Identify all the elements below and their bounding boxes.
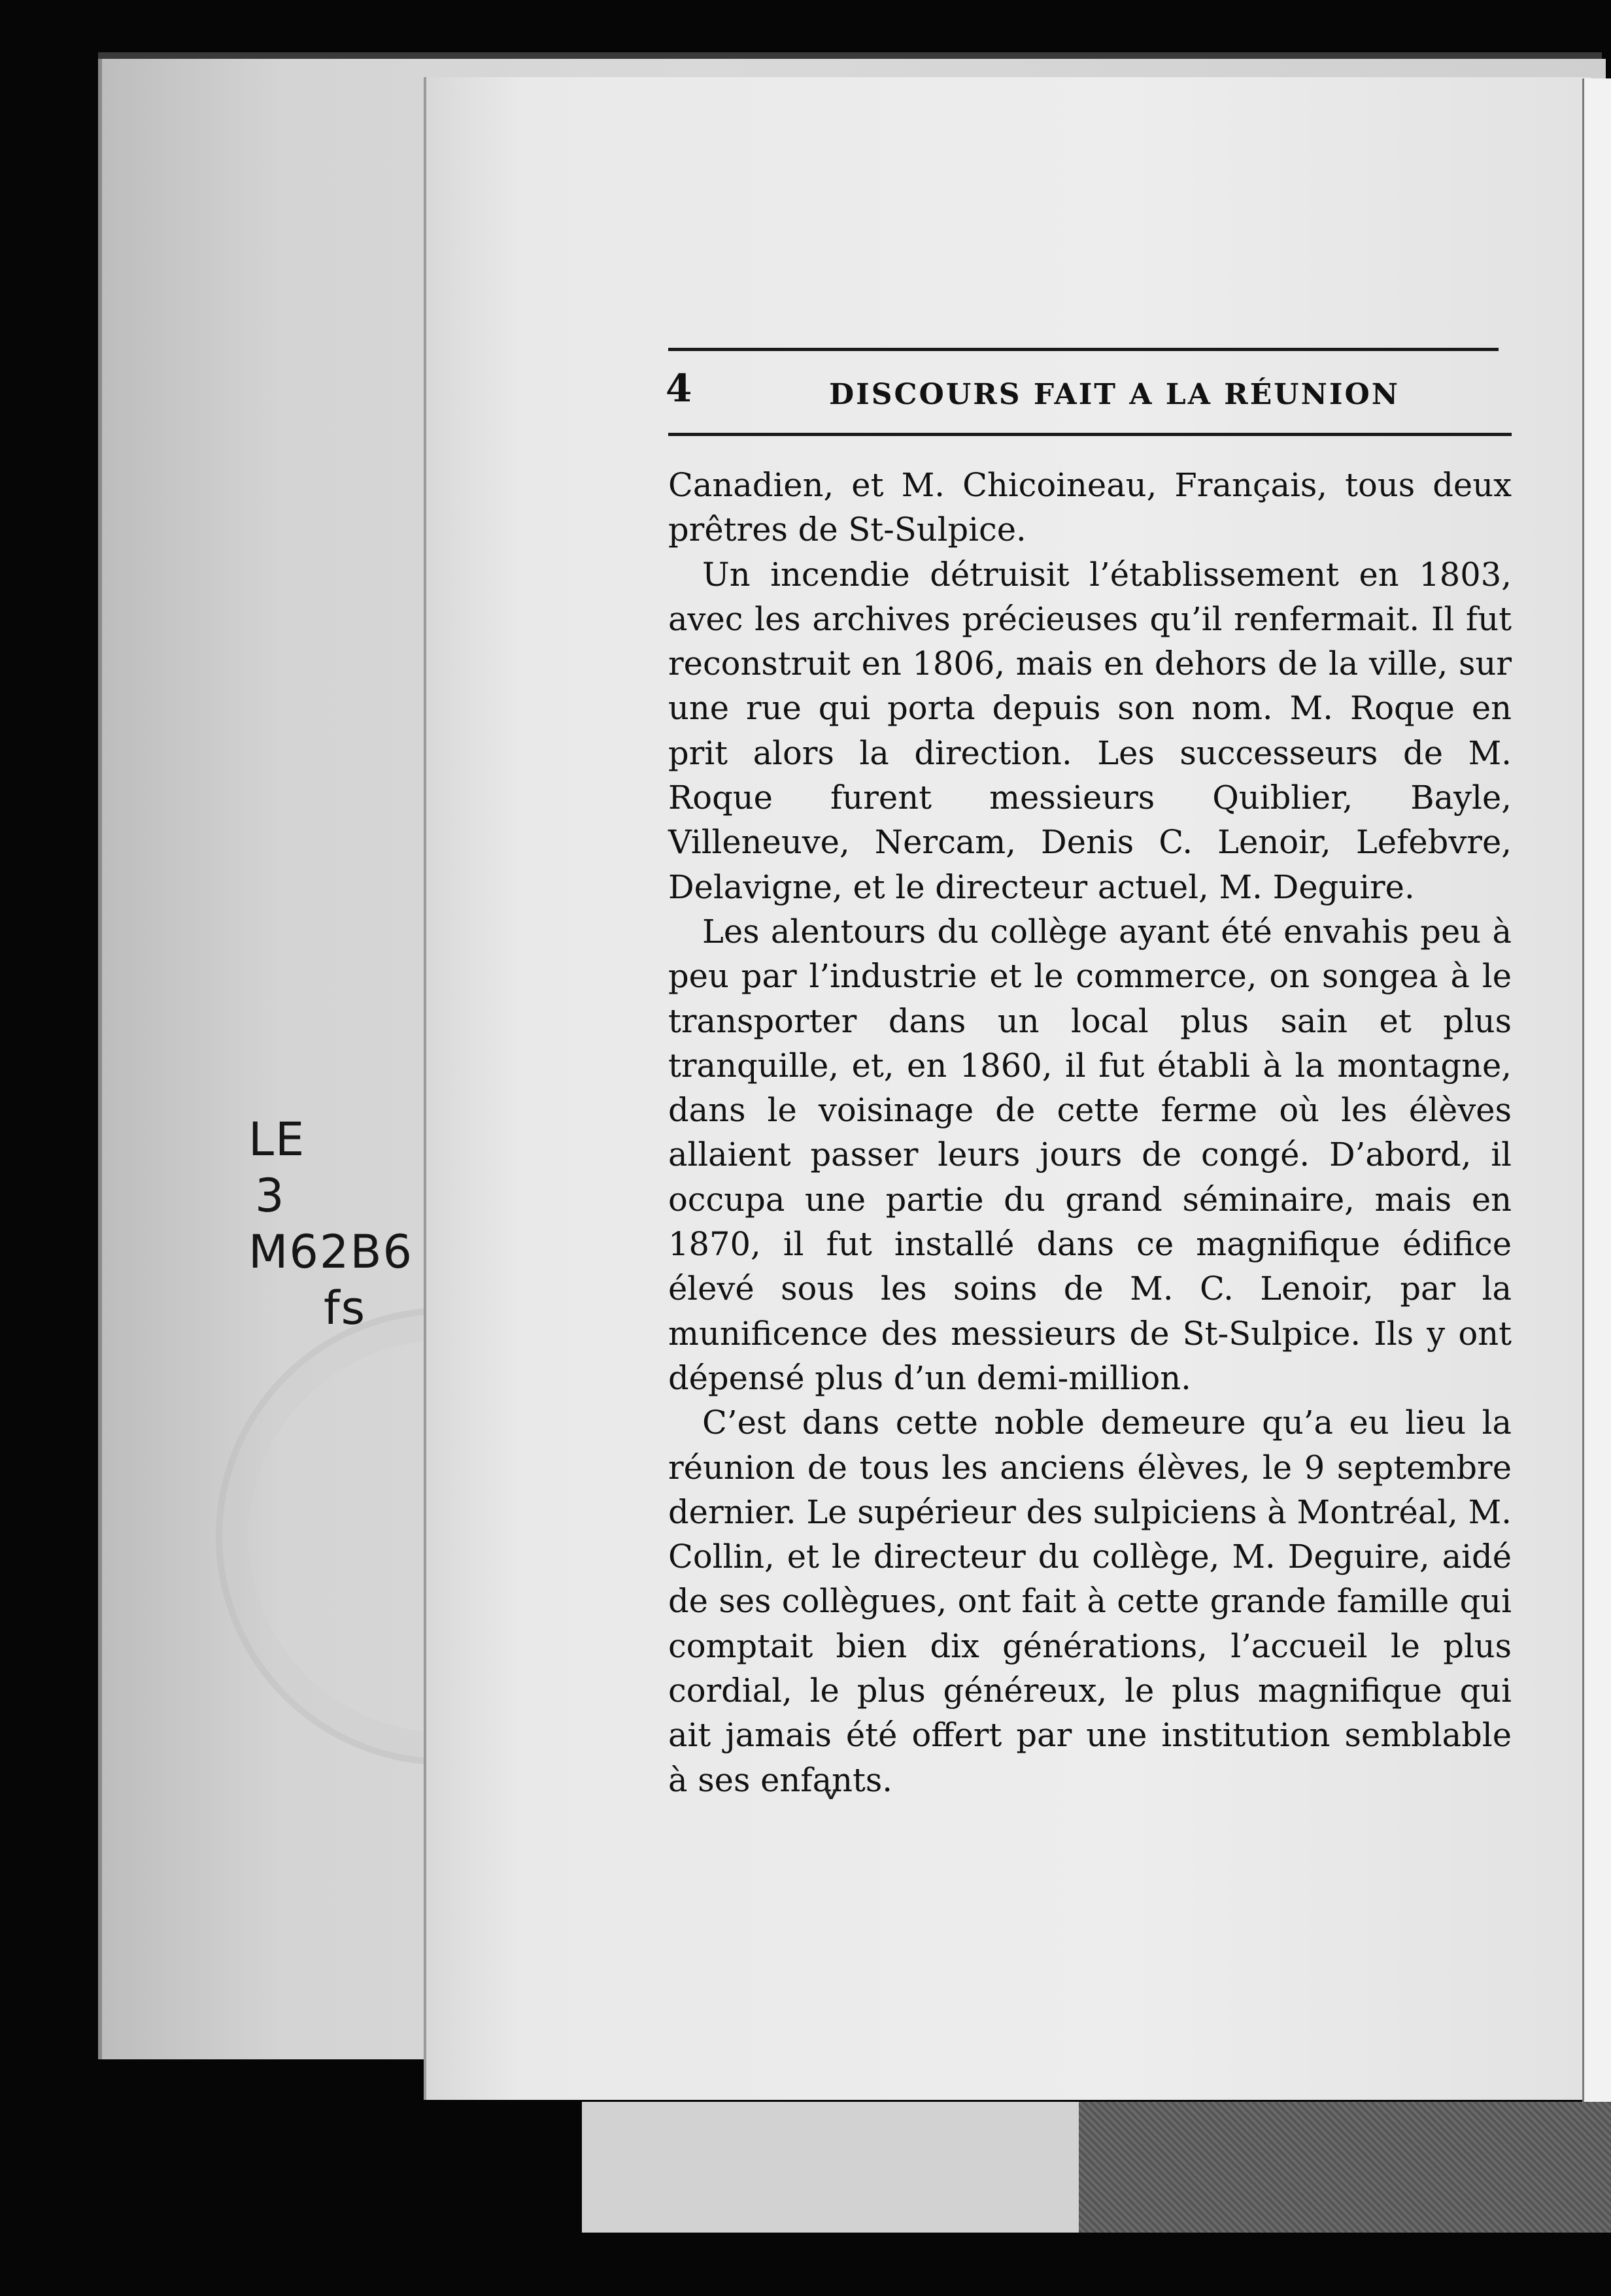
body-text	[668, 463, 1512, 1802]
right-page-edge	[1582, 78, 1611, 2138]
paragraph: Canadien, et M. Chicoineau, Français, tous deux prêtres de St-Sulpice.	[668, 466, 1512, 549]
header-rule-bottom	[668, 433, 1512, 436]
running-head: DISCOURS FAIT A LA RÉUNION	[829, 378, 1400, 411]
paragraph: Un incendie détruisit l’établissement en 1803, avec les archives précieuses qu’il renfermait. Il fut reconstruit en 1806, mais en dehors de la ville, sur une rue qui porta depuis son nom. M. Roque en prit alors la direction. Les successeurs de M. Roque furent messieurs Quiblier, Bayle, Villeneuve, Nercam, Denis C. Lenoir, Lefebvre, Delavigne, et le directeur actuel, M. Deguire.	[668, 555, 1512, 906]
pencil-mark-icon: ˅	[821, 1785, 841, 1833]
marginalia-line: fs	[324, 1281, 367, 1335]
bottom-fabric-strip	[1079, 2102, 1611, 2233]
paragraph: C’est dans cette noble demeure qu’a eu lieu la réunion de tous les anciens élèves, le 9 septembre dernier. Le supérieur des sulpiciens à Montréal, M. Collin, et le directeur du collège, M. Deguire, aidé de ses collègues, ont fait à cette grande famille qui comptait bien dix générations, l’accueil le plus cordial, le plus généreux, le plus magnifique qui ait jamais été offert par une institution semblable à ses enfants.	[668, 1404, 1512, 1799]
page-number: 4	[666, 366, 692, 411]
header-rule-top	[668, 348, 1499, 351]
marginalia-line: LE	[248, 1113, 306, 1166]
paragraph: Les alentours du collège ayant été envahis peu à peu par l’industrie et le commerce, on songea à le transporter dans un local plus sain et plus tranquille, et, en 1860, il fut établi à la montagne, dans le voisinage de cette ferme où les élèves allaient passer leurs jours de congé. D’abord, il occupa une partie du grand séminaire, mais en 1870, il fut installé dans ce magnifique édifice élevé sous les soins de M. C. Lenoir, par la munificence des messieurs de St-Sulpice. Ils y ont dépensé plus d’un demi-million.	[668, 912, 1512, 1397]
handwritten-call-number	[248, 1111, 413, 1336]
marginalia-line: M62B6	[248, 1225, 414, 1279]
marginalia-line: 3	[255, 1169, 286, 1223]
